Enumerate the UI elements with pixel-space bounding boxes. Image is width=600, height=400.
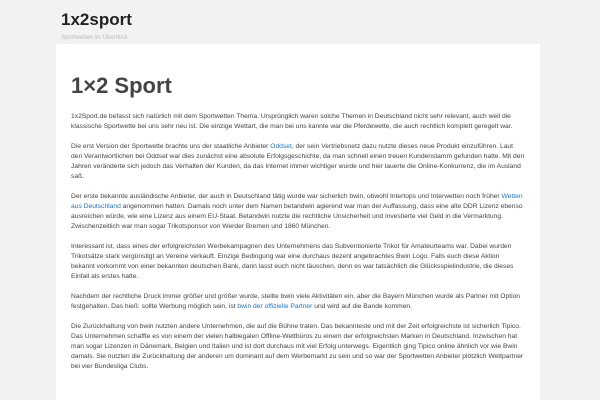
site-title-link[interactable]: 1x2sport xyxy=(61,10,132,29)
paragraph-intro: 1x2Sport.de befasst sich natürlich mit dem Sportwetten Thema. Ursprünglich waren solche Themen in Deutschland nicht sehr relevant, auch weil die klassische Sportwette bei uns sehr neu ist. Die einzige Wettart, die man bei uns kannte war die Pferdewette, die auch rechtlich komplett geregelt war. xyxy=(71,113,513,130)
paragraph-oddset xyxy=(71,142,525,182)
paragraph-text: Die erst Version der Sportwette brachte uns der staatliche Anbieter xyxy=(71,143,271,150)
bwin-partner-link[interactable]: bwin der offizielle Partner xyxy=(237,303,313,310)
post-body xyxy=(71,112,525,372)
paragraph-tipico: Die Zurückhaltung von bwin nutzten andere Unternehmen, die auf die Bühne traten. Das bekannteste und mit der Zeit erfolgreichste ist sicherlich Tipico. Das Unternehmen schaffte es von einem der vielen halblegalen Offline-Wettbüros zu einem der erfolgreichsten Marken in Deutschland. Inzwischen hat man sogar Lizenzen in Dänemark, Belgien und Italien und ist dort durchaus mit viel Erfolg unterwegs. Eigentlich ging Tipico online ähnlich vor wie Bwin damals. Sie nutzten die Zurückhaltung der anderen um dominant auf dem Werbemarkt zu sein und so war der Sportwetten Anbieter plötzlich Wettpartner bei vier Bundesliga Clubs. xyxy=(71,323,524,370)
paragraph-text: Nachdem der rechtliche Druck immer größer und größer wurde, stellte bwin viele Aktivitäten ein, aber die Bayern München wurde als Partner mit Option festgehalten. Das hieß: sollte Werbung möglich sein, ist xyxy=(71,293,521,310)
site-tagline: Sportwetten im Überblick xyxy=(61,35,128,41)
oddset-link[interactable]: Oddset xyxy=(270,143,292,150)
content-area xyxy=(56,44,540,400)
post xyxy=(71,73,525,372)
paragraph-bayern xyxy=(71,292,525,312)
paragraph-text: Der erste bekannte ausländische Anbieter, der auch in Deutschland tätig wurde war sicherlich bwin, obwohl Intertops und Interwetten noch früher xyxy=(71,193,502,200)
paragraph-bwin xyxy=(71,192,525,232)
wetten-aus-deutschland-link[interactable]: Wetten aus Deutschland xyxy=(71,193,523,210)
paragraph-text: und wird auf die Bande kommen. xyxy=(312,303,413,310)
paragraph-campaign: Interessant ist, dass eines der erfolgreichsten Werbekampagnen des Unternehmens das Subventionierte Trikot für Amateurteams war. Dabei wurden Trikotsätze stark vergünstigt an Vereine verkauft. Einzige Bedingung war eine durchaus dezent angebrachtes Bwin Logo. Falls euch diese Aktion bekannt vorkommt von einer bekannten deutschen Bank, dann lasst euch nicht täuschen, denn es war tatsächlich die Glücksspielindustrie, die dieses Einfall als erstes hatte. xyxy=(71,243,514,280)
post-title: 1×2 Sport xyxy=(71,73,172,98)
paragraph-text: angenommen hatten. Damals noch unter dem Namen betandwin agierend war man der Auffassung, dass eine alte DDR Lizenz ebenso ausreichen würde, wie eine Lizenz aus einem EU-Staat. Betandwin nutzte die rechtliche Unsicherheit und investierte viel Geld in die Vermarktung. Zwischenzeitlich war man sogar Trikotsponsor von Werder Bremen und 1860 München. xyxy=(71,203,523,230)
paragraph-text: , der sein Vertriebsnetz dazu nutzte dieses neue Produkt einzuführen. Laut den Verantwortlichen bei Oddset war dies zunächst eine absolute Erfolgsgeschichte, da man schnell einen treuen Kundenstamm gefunden hatte. Mit den Jahren veränderte sich jedoch das Verhalten der Kunden, da das Internet immer wichtiger wurde und hier lauerte die Online-Konkurrenz, die im Ausland saß. xyxy=(71,143,525,180)
site-header xyxy=(61,10,541,42)
